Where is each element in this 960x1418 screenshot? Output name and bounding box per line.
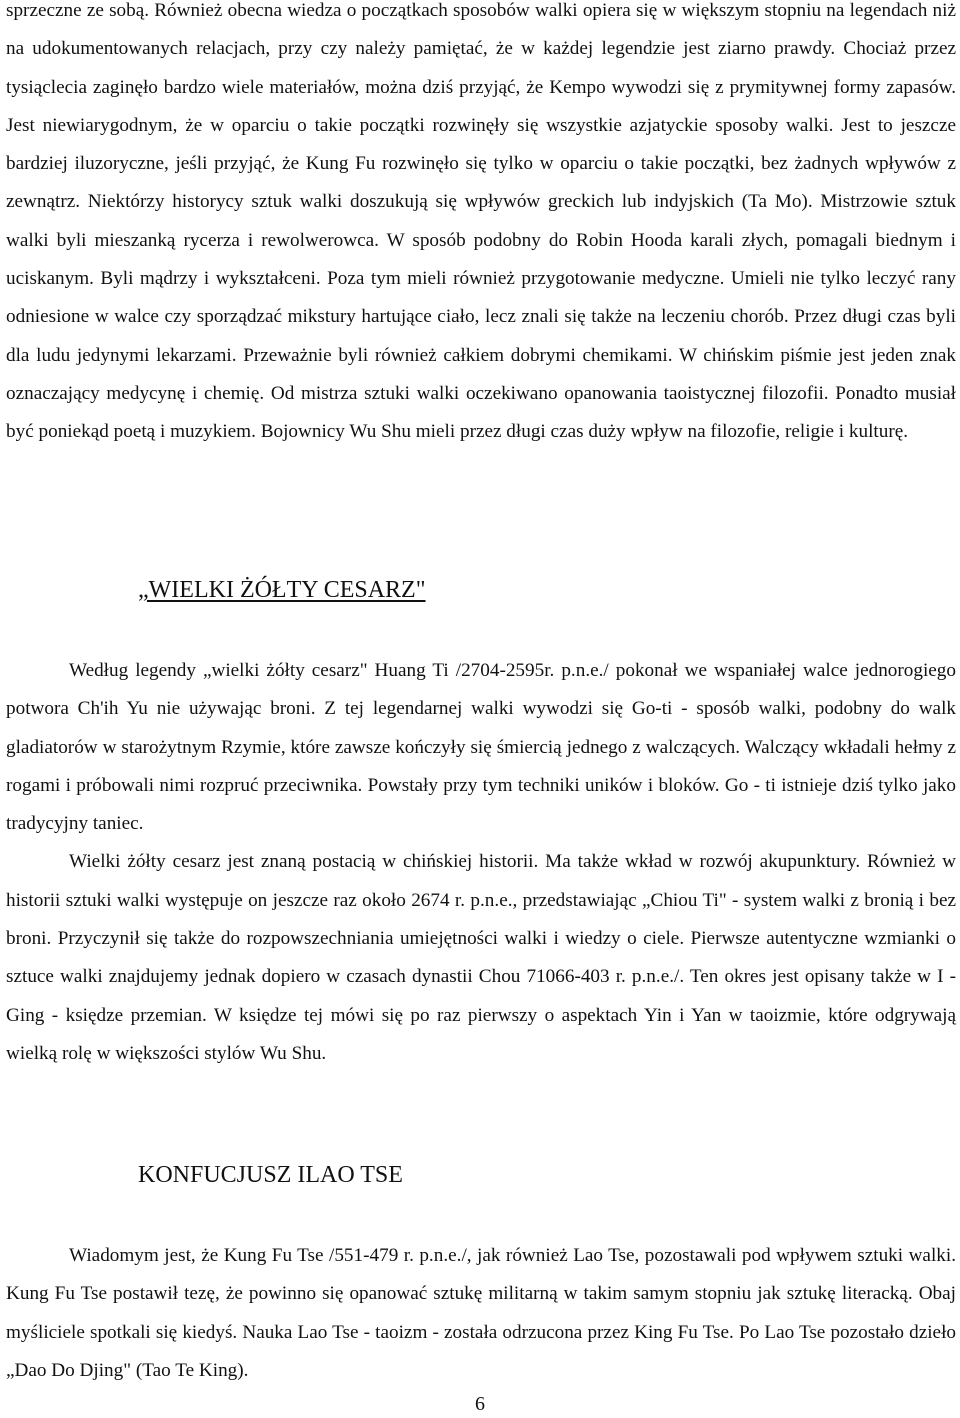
body-paragraph: Wiadomym jest, że Kung Fu Tse /551-479 r. p.n.e./, jak również Lao Tse, pozostawali pod wpływem sztuki walki. Kung Fu Tse postawił tezę, że powinno się opanować sztukę militarną w takim samym stopniu jak sztukę literacką. Obaj myśliciele spotkali się kiedyś. Nauka Lao Tse - taoizm - została odrzucona przez King Fu Tse. Po Lao Tse pozostało dzieło „Dao Do Djing" (Tao Te King). <box>6 1245 956 1381</box>
section-wielki-zolty-cesarz <box>6 652 956 1073</box>
body-paragraph: Według legendy „wielki żółty cesarz" Huang Ti /2704-2595r. p.n.e./ pokonał we wspaniałej walce jednorogiego potwora Ch'ih Yu nie używając broni. Z tej legendarnej walki wywodzi się Go-ti - sposób walki, podobny do walk gladiatorów w starożytnym Rzymie, które zawsze kończyły się śmiercią jednego z walczących. Walczący wkładali hełmy z rogami i próbowali nimi rozpruć przeciwnika. Powstały przy tym techniki uników i bloków. Go - ti istnieje dziś tylko jako tradycyjny taniec. <box>6 660 956 835</box>
page-number: 6 <box>475 1393 485 1415</box>
section-konfucjusz-lao-tse <box>6 1237 956 1390</box>
intro-section <box>6 0 956 452</box>
section-heading-text: KONFUCJUSZ ILAO TSE <box>138 1162 403 1188</box>
section-heading-wielki-zolty-cesarz <box>6 575 960 605</box>
body-paragraph: Wielki żółty cesarz jest znaną postacią w chińskiej historii. Ma także wkład w rozwój akupunktury. Również w historii sztuki walki występuje on jeszcze raz około 2674 r. p.n.e., przedstawiając „Chiou Ti" - system walki z bronią i bez broni. Przyczynił się także do rozpowszechniania umiejętności walki i wiedzy o ciele. Pierwsze autentyczne wzmianki o sztuce walki znajdujemy jednak dopiero w czasach dynastii Chou 71066-403 r. p.n.e./. Ten okres jest opisany także w I - Ging - księdze przemian. W księdze tej mówi się po raz pierwszy o aspektach Yin i Yan w taoizmie, które odgrywają wielką rolę w większości stylów Wu Shu. <box>6 851 956 1064</box>
section-heading-text: „WIELKI ŻÓŁTY CESARZ" <box>138 577 426 603</box>
section-heading-konfucjusz-lao-tse <box>6 1160 960 1190</box>
intro-paragraph: sprzeczne ze sobą. Również obecna wiedza o początkach sposobów walki opiera się w większym stopniu na legendach niż na udokumentowanych relacjach, przy czy należy pamiętać, że w każdej legendzie jest ziarno prawdy. Chociaż przez tysiąclecia zaginęło bardzo wiele materiałów, można dziś przyjąć, że Kempo wywodzi się z prymitywnej formy zapasów. Jest niewiarygodnym, że w oparciu o takie początki rozwinęły się wszystkie azjatyckie sposoby walki. Jest to jeszcze bardziej iluzoryczne, jeśli przyjąć, że Kung Fu rozwinęło się tylko w oparciu o takie początki, bez żadnych wpływów z zewnątrz. Niektórzy historycy sztuk walki doszukują się wpływów greckich lub indyjskich (Ta Mo). Mistrzowie sztuk walki byli mieszanką rycerza i rewolwerowca. W sposób podobny do Robin Hooda karali złych, pomagali biednym i uciskanym. Byli mądrzy i wykształceni. Poza tym mieli również przygotowanie medyczne. Umieli nie tylko leczyć rany odniesione w walce czy sporządzać mikstury hartujące ciało, lecz znali się także na leczeniu chorób. Przez długi czas byli dla ludu jedynymi lekarzami. Przeważnie byli również całkiem dobrymi chemikami. W chińskim piśmie jest jeden znak oznaczający medycynę i chemię. Od mistrza sztuki walki oczekiwano opanowania taoistycznej filozofii. Ponadto musiał być poniekąd poetą i muzykiem. Bojownicy Wu Shu mieli przez długi czas duży wpływ na filozofie, religie i kulturę. <box>6 0 956 443</box>
